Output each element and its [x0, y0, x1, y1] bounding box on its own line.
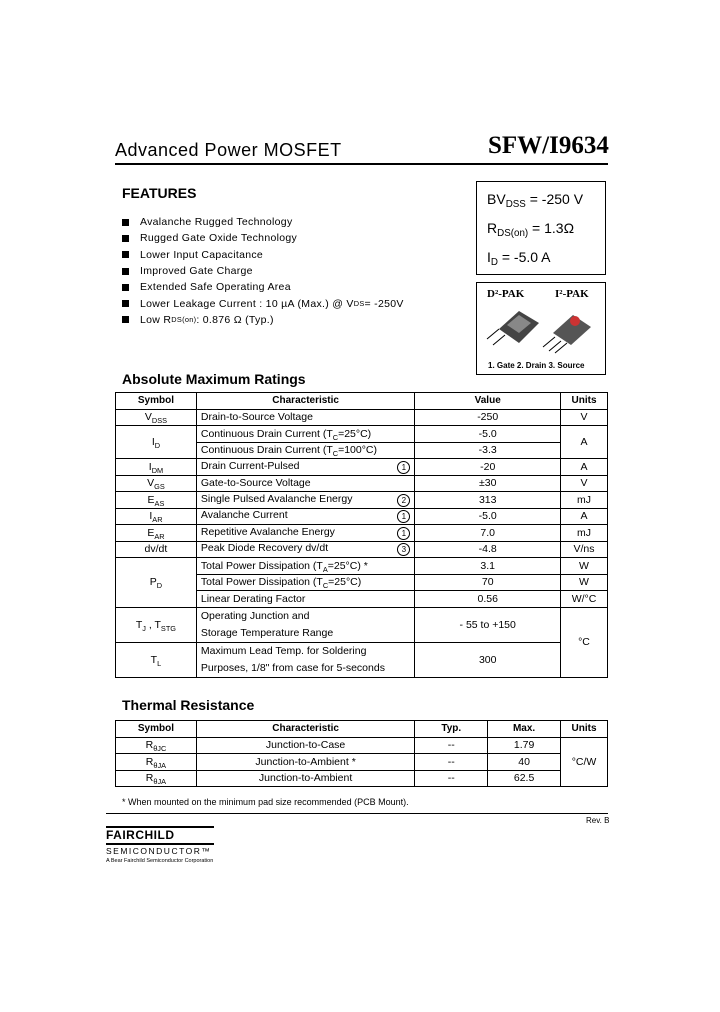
bullet-icon — [122, 300, 129, 307]
table-row: $T_J$ , $T_{STG}$ Operating Junction and Storage Temperature Range - 55 to +150 °C — [116, 607, 608, 642]
table-row: $E_{AR}$ Repetitive Avalanche Energy 1 7.0 mJ — [116, 525, 608, 542]
table-row: $R_{\theta JA}$ Junction-to-Ambient * -- 40 — [116, 754, 608, 771]
fairchild-logo: FAIRCHILD — [106, 826, 214, 842]
table-header-row: Symbol Characteristic Typ. Max. Units — [116, 721, 608, 738]
abs-max-title: Absolute Maximum Ratings — [122, 371, 306, 387]
list-item: Rugged Gate Oxide Technology — [122, 230, 404, 246]
part-number: SFW/I9634 — [488, 132, 609, 159]
features-list — [122, 214, 404, 328]
bullet-icon — [122, 235, 129, 242]
note-marker: 1 — [397, 527, 410, 540]
thermal-table — [115, 720, 608, 787]
logo-corp-text: A Bear Fairchild Semiconductor Corporation — [106, 858, 214, 864]
table-row: $I_{AR}$ Avalanche Current 1 -5.0 A — [116, 508, 608, 525]
table-header-row: Symbol Characteristic Value Units — [116, 393, 608, 410]
footnote: * When mounted on the minimum pad size recommended (PCB Mount). — [122, 797, 409, 807]
abs-max-table — [115, 392, 608, 678]
header-rule — [115, 163, 608, 165]
pin-caption: 1. Gate 2. Drain 3. Source — [488, 361, 585, 370]
list-item: Improved Gate Charge — [122, 263, 404, 279]
note-marker: 3 — [397, 543, 410, 556]
table-row: Linear Derating Factor 0.56 W/°C — [116, 591, 608, 608]
bullet-icon — [122, 251, 129, 258]
doc-subtitle: Advanced Power MOSFET — [115, 140, 342, 160]
list-item: Lower Leakage Current : 10 µA (Max.) @ V DS = -250V — [122, 295, 404, 311]
list-item: Extended Safe Operating Area — [122, 279, 404, 295]
key-specs-box — [476, 181, 606, 275]
list-item: Avalanche Rugged Technology — [122, 214, 404, 230]
logo-tagline: SEMICONDUCTOR™ — [106, 846, 212, 856]
table-row: $I_D$ Continuous Drain Current $(T_C=25^\circ C)$ -5.0 A — [116, 426, 608, 443]
note-marker: 1 — [397, 510, 410, 523]
table-row: $P_D$ Total Power Dissipation $(T_A=25^\circ C)$ * 3.1 W — [116, 558, 608, 575]
bullet-icon — [122, 316, 129, 323]
spec-rdson: $R_{DS(on)} = 1.3\Omega$ — [487, 220, 575, 239]
features-title: FEATURES — [122, 185, 197, 201]
package-label-d2pak: D²-PAK — [487, 288, 525, 300]
table-row: $R_{\theta JC}$ Junction-to-Case -- 1.79 °C/W — [116, 737, 608, 754]
bullet-icon — [122, 268, 129, 275]
table-row: $T_L$ Maximum Lead Temp. for Soldering Purposes, 1/8" from case for 5-seconds 300 — [116, 642, 608, 677]
revision-label: Rev. B — [586, 816, 610, 825]
table-row: $R_{\theta JA}$ Junction-to-Ambient -- 62.5 — [116, 770, 608, 787]
table-row: dv/dt Peak Diode Recovery dv/dt 3 -4.8 V/ns — [116, 541, 608, 558]
table-row: $I_{DM}$ Drain Current-Pulsed 1 -20 A — [116, 459, 608, 476]
spec-bvdss: $BV_{DSS} = -250$ V — [487, 191, 584, 210]
package-illustration — [477, 299, 605, 359]
bullet-icon — [122, 219, 129, 226]
table-row: $V_{GS}$ Gate-to-Source Voltage ±30 V — [116, 475, 608, 492]
table-row: $V_{DSS}$ Drain-to-Source Voltage -250 V — [116, 409, 608, 426]
list-item: Lower Input Capacitance — [122, 247, 404, 263]
thermal-title: Thermal Resistance — [122, 697, 255, 713]
list-item: Low R DS(on) : 0.876 Ω (Typ.) — [122, 312, 404, 328]
package-box — [476, 282, 606, 375]
table-row: Total Power Dissipation $(T_C=25^\circ C)$ 70 W — [116, 574, 608, 591]
spec-id: $I_D = -5.0$ A — [487, 249, 551, 268]
table-row: Continuous Drain Current $(T_C=100^\circ C)$ -3.3 — [116, 442, 608, 459]
bullet-icon — [122, 284, 129, 291]
package-label-i2pak: I²-PAK — [555, 288, 589, 300]
footer-rule — [106, 813, 608, 814]
note-marker: 1 — [397, 461, 410, 474]
note-marker: 2 — [397, 494, 410, 507]
table-row: $E_{AS}$ Single Pulsed Avalanche Energy 2 313 mJ — [116, 492, 608, 509]
